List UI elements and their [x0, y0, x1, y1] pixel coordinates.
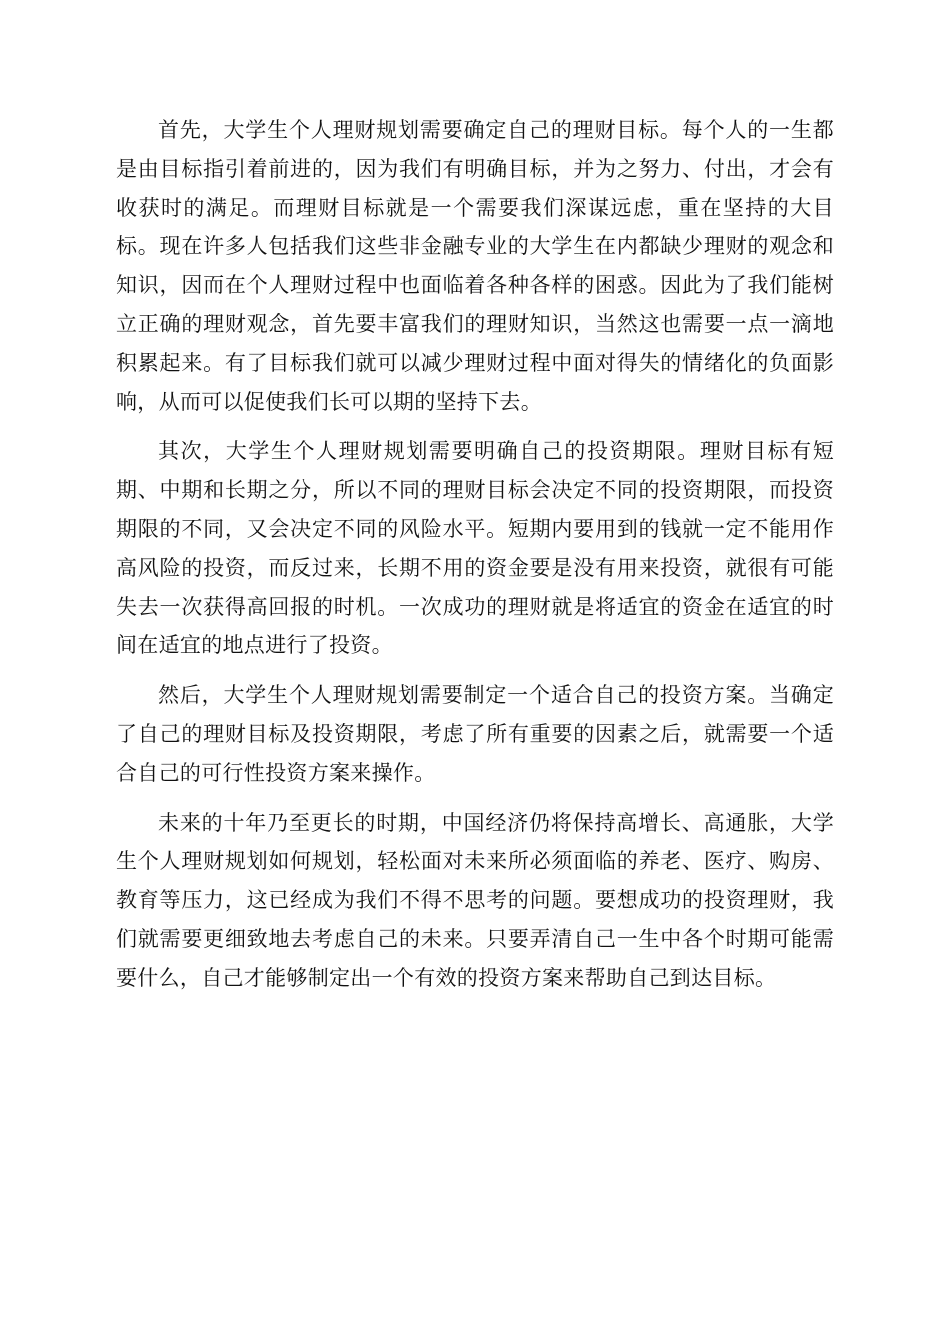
document-body — [116, 111, 834, 1009]
paragraph-plan: 然后，大学生个人理财规划需要制定一个适合自己的投资方案。当确定了自己的理财目标及投资期限，考虑了所有重要的因素之后，就需要一个适合自己的可行性投资方案来操作。 — [116, 683, 834, 785]
paragraph-goal: 首先，大学生个人理财规划需要确定自己的理财目标。每个人的一生都是由目标指引着前进的，因为我们有明确目标，并为之努力、付出，才会有收获时的满足。而理财目标就是一个需要我们深谋远虑，重在坚持的大目标。现在许多人包括我们这些非金融专业的大学生在内都缺少理财的观念和知识，因而在个人理财过程中也面临着各种各样的困惑。因此为了我们能树立正确的理财观念，首先要丰富我们的理财知识，当然这也需要一点一滴地积累起来。有了目标我们就可以减少理财过程中面对得失的情绪化的负面影响，从而可以促使我们长可以期的坚持下去。 — [116, 118, 834, 414]
paragraph-term: 其次，大学生个人理财规划需要明确自己的投资期限。理财目标有短期、中期和长期之分，所以不同的理财目标会决定不同的投资期限，而投资期限的不同，又会决定不同的风险水平。短期内要用到的钱就一定不能用作高风险的投资，而反过来，长期不用的资金要是没有用来投资，就很有可能失去一次获得高回报的时机。一次成功的理财就是将适宜的资金在适宜的时间在适宜的地点进行了投资。 — [116, 439, 834, 658]
paragraph-future: 未来的十年乃至更长的时期，中国经济仍将保持高增长、高通胀，大学生个人理财规划如何规划，轻松面对未来所必须面临的养老、医疗、购房、教育等压力，这已经成为我们不得不思考的问题。要想成功的投资理财，我们就需要更细致地去考虑自己的未来。只要弄清自己一生中各个时期可能需要什么，自己才能够制定出一个有效的投资方案来帮助自己到达目标。 — [116, 810, 834, 990]
